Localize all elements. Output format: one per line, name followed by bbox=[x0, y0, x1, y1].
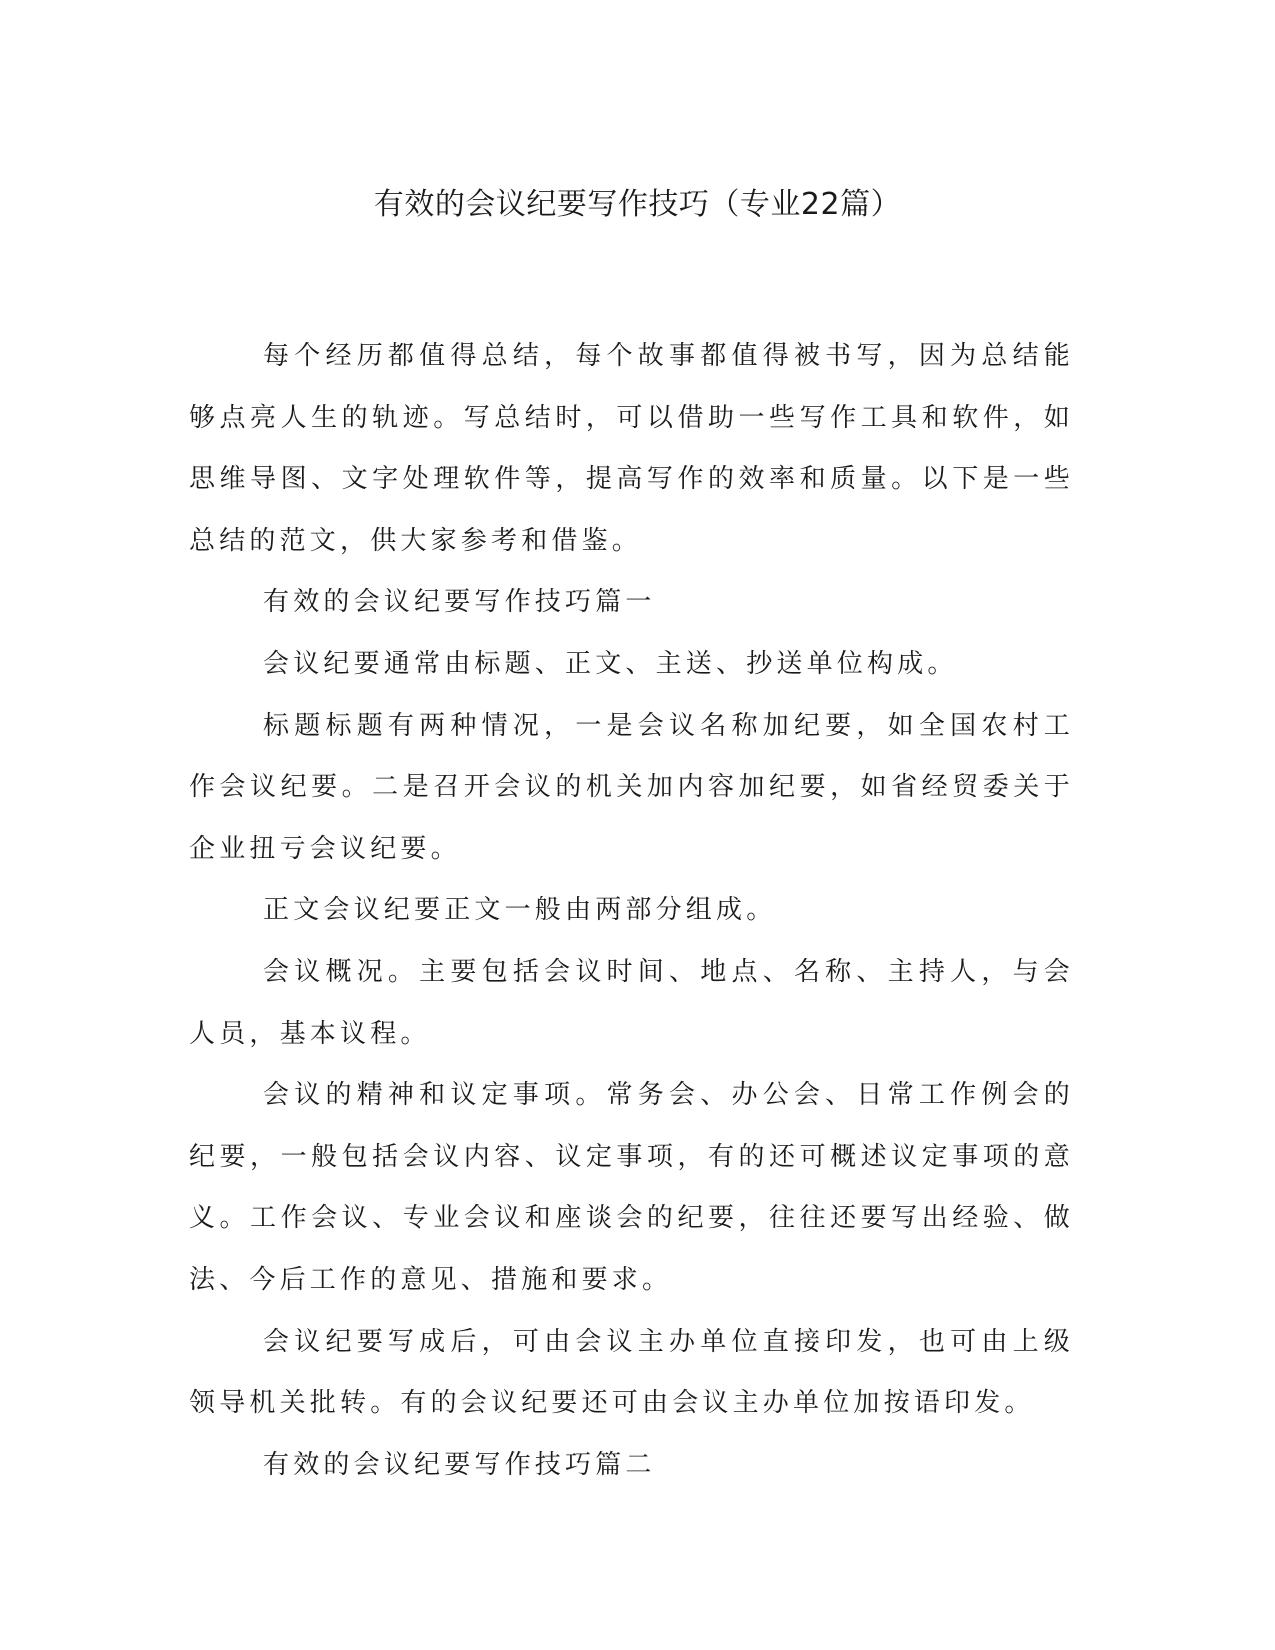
document-body bbox=[189, 326, 1074, 1496]
intro-paragraph: 每个经历都值得总结，每个故事都值得被书写，因为总结能够点亮人生的轨迹。写总结时，可以借助一些写作工具和软件，如思维导图、文字处理软件等，提高写作的效率和质量。以下是一些总结的范文，供大家参考和借鉴。 bbox=[189, 341, 1074, 556]
body-paragraph: 会议概况。主要包括会议时间、地点、名称、主持人，与会人员，基本议程。 bbox=[189, 956, 1074, 1049]
section-heading-2: 有效的会议纪要写作技巧篇二 bbox=[263, 1449, 656, 1480]
section-heading-1: 有效的会议纪要写作技巧篇一 bbox=[263, 587, 656, 618]
body-paragraph: 标题标题有两种情况，一是会议名称加纪要，如全国农村工作会议纪要。二是召开会议的机关加内容加纪要，如省经贸委关于企业扭亏会议纪要。 bbox=[189, 710, 1074, 864]
body-paragraph: 会议纪要写成后，可由会议主办单位直接印发，也可由上级领导机关批转。有的会议纪要还可由会议主办单位加按语印发。 bbox=[189, 1326, 1074, 1419]
body-paragraph: 会议纪要通常由标题、正文、主送、抄送单位构成。 bbox=[263, 648, 958, 679]
body-paragraph: 会议的精神和议定事项。常务会、办公会、日常工作例会的纪要，一般包括会议内容、议定事项，有的还可概述议定事项的意义。工作会议、专业会议和座谈会的纪要，往往还要写出经验、做法、今后工作的意见、措施和要求。 bbox=[189, 1080, 1074, 1295]
document-title: 有效的会议纪要写作技巧（专业22篇） bbox=[373, 187, 902, 222]
body-paragraph: 正文会议纪要正文一般由两部分组成。 bbox=[263, 895, 777, 926]
